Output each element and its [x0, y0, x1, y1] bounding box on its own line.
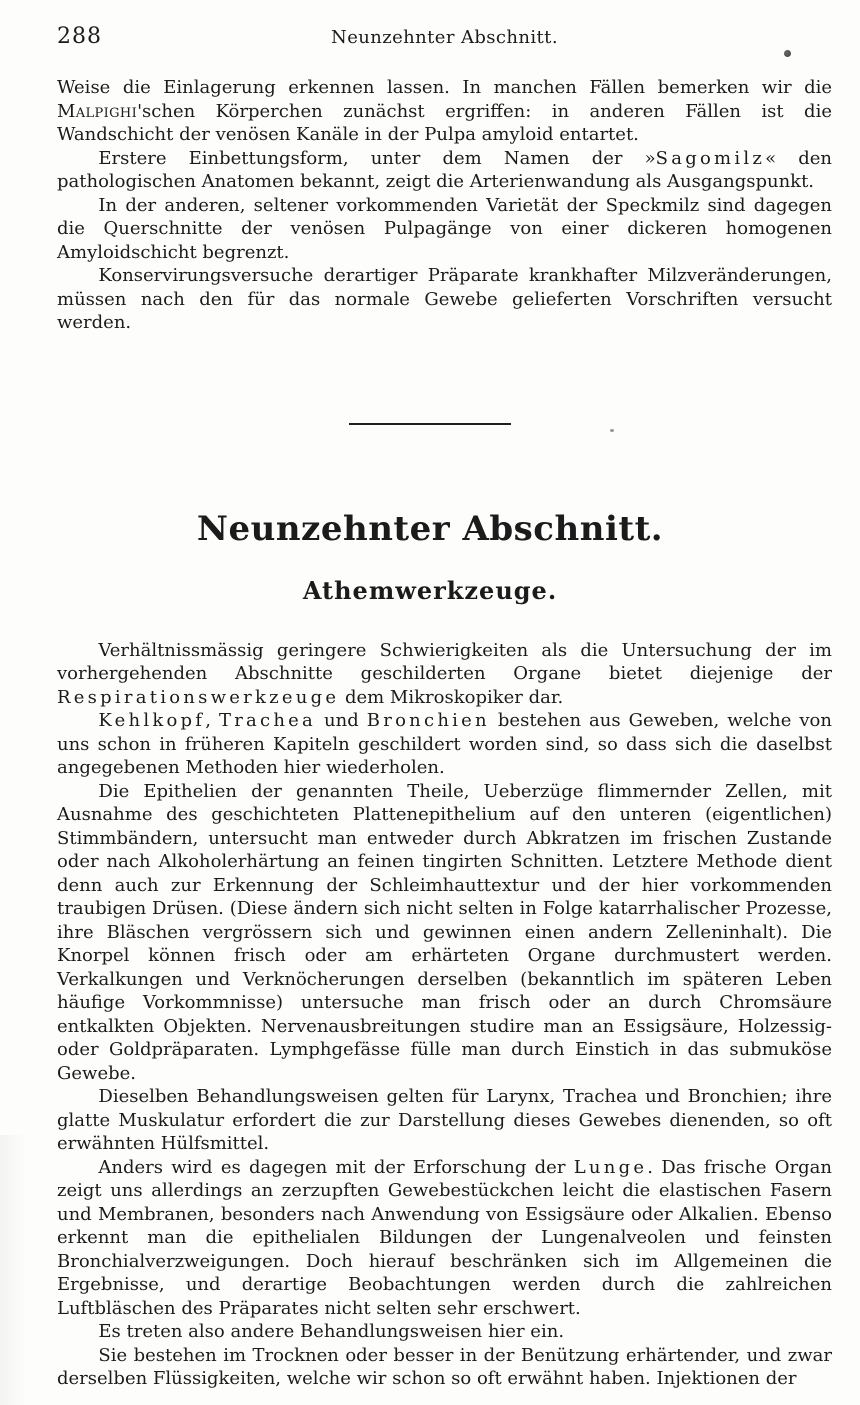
text-run: Sie bestehen im Trocknen oder besser in der Benützung erhärtender, und zwar derselben Flüssigkeiten, welche wir schon so oft erwähnt haben. Injektionen der — [57, 1344, 832, 1389]
text-run: Erstere Einbettungsform, unter dem Namen der » — [98, 147, 656, 169]
text-run: Konservirungsversuche derartiger Präparate krankhafter Milzveränderungen, müssen nach den für das normale Gewebe gelieferten Vorschriften versucht werden. — [57, 265, 832, 333]
text-run: Kehlkopf — [98, 710, 206, 731]
text-run: Trachea — [218, 710, 317, 731]
paragraph — [57, 264, 832, 335]
text-run: Die Epithelien der genannten Theile, Ueberzüge flimmernder Zellen, mit Ausnahme des geschichteten Plattenepithelium auf den unteren (eigentlichen) Stimmbändern, untersucht man entweder durch Abkratzen im frischen Zustande oder nach Alkoholerhärtung an feinen tingirten Schnitten. Letztere Methode dient denn auch zur Erkennung der Schleimhauttextur und der hier vorkommenden traubigen Drüsen. (Diese ändern sich nicht selten in Folge katarrhalischer Prozesse, ihre Bläschen vergrössern sich und gewinnen einen andern Zelleninhalt). Die Knorpel können frisch oder am erhärteten Organe durchmustert werden. Verkalkungen und Verknöcherungen derselben (bekanntlich im späteren Leben häufige Vorkommnisse) untersuche man frisch oder an durch Chromsäure entkalkten Objekten. Nervenausbreitungen studire man an Essigsäure, Holzessig- oder Goldpräparaten. Lymphgefässe fülle man durch Einstich in das submuköse Gewebe. — [57, 780, 832, 1084]
text-run: bestehen aus Geweben, welche von uns schon in früheren Kapiteln geschildert worden sind, so dass sich die daselbst angegebenen Methoden hier wiederholen. — [57, 710, 832, 778]
scan-speck — [610, 429, 614, 432]
text-run: Anders wird es dagegen mit der Erforschung der — [98, 1156, 574, 1178]
paragraph — [57, 1085, 832, 1156]
page-number: 288 — [57, 24, 102, 49]
paragraph — [57, 709, 832, 780]
text-run: Es treten also andere Behandlungsweisen hier ein. — [98, 1321, 565, 1342]
text-run: « den pathologischen Anatomen bekannt, zeigt die Arterienwandung als Ausgangspunkt. — [57, 147, 832, 192]
chapter-body-text — [57, 639, 832, 1391]
paragraph — [57, 1320, 832, 1344]
text-run: Lunge — [573, 1156, 648, 1178]
text-run: In der anderen, seltener vorkommenden Varietät der Speckmilz sind dagegen die Querschnitte der venösen Pulpagänge von einer dickeren homogenen Amyloidschicht begrenzt. — [57, 194, 832, 263]
section-divider — [349, 423, 511, 425]
text-run: Respirationswerkzeuge — [57, 686, 340, 708]
text-run: Bronchien — [366, 710, 490, 731]
scan-speck — [784, 50, 791, 57]
running-title: Neunzehnter Abschnitt. — [331, 27, 558, 48]
paragraph — [57, 1156, 832, 1321]
paragraph — [57, 1344, 832, 1391]
paragraph — [57, 194, 832, 265]
text-run: Dieselben Behandlungsweisen gelten für Larynx, Trachea und Bronchien; ihre glatte Muskulatur erfordert die zur Darstellung dieses Gewebes dienenden, so oft erwähnten Hülfsmittel. — [57, 1086, 832, 1154]
paragraph — [57, 147, 832, 194]
paragraph — [57, 639, 832, 710]
text-run: dem Mikroskopiker dar. — [339, 686, 564, 708]
text-run: Malpighi — [57, 100, 138, 122]
paragraph — [57, 780, 832, 1086]
page-header — [0, 0, 860, 48]
text-run: 'schen Körperchen zunächst ergriffen: in anderen Fällen ist die Wandschicht der venösen Kanäle in der Pulpa amyloid entartet. — [57, 100, 832, 145]
previous-section-text — [57, 76, 832, 335]
chapter-subtitle: Athemwerkzeuge. — [302, 575, 558, 605]
chapter-title: Neunzehnter Abschnitt. — [196, 508, 664, 549]
paragraph — [57, 76, 832, 147]
text-run: Sagomilz — [655, 147, 766, 169]
text-run: Verhältnissmässig geringere Schwierigkeiten als die Untersuchung der im vorhergehenden Abschnitte geschilderten Organe bietet diejenige der — [57, 639, 832, 684]
text-run: . Das frische Organ zeigt uns allerdings an zerzupften Gewebestückchen leicht die elastischen Fasern und Membranen, besonders nach Anwendung von Essigsäure oder Alkalien. Ebenso erkennt man die epithelialen Bildungen der Lungenalveolen und feinsten Bronchialverzweigungen. Doch hierauf beschränken sich im Allgemeinen die Ergebnisse, und derartige Beobachtungen werden durch die zahlreichen Luftbläschen des Präparates nicht selten sehr erschwert. — [57, 1156, 832, 1319]
text-run: und — [316, 710, 367, 731]
text-run: Weise die Einlagerung erkennen lassen. In manchen Fällen bemerken wir die — [57, 77, 832, 98]
scan-edge-shadow — [0, 1135, 26, 1405]
text-run: , — [205, 710, 219, 731]
